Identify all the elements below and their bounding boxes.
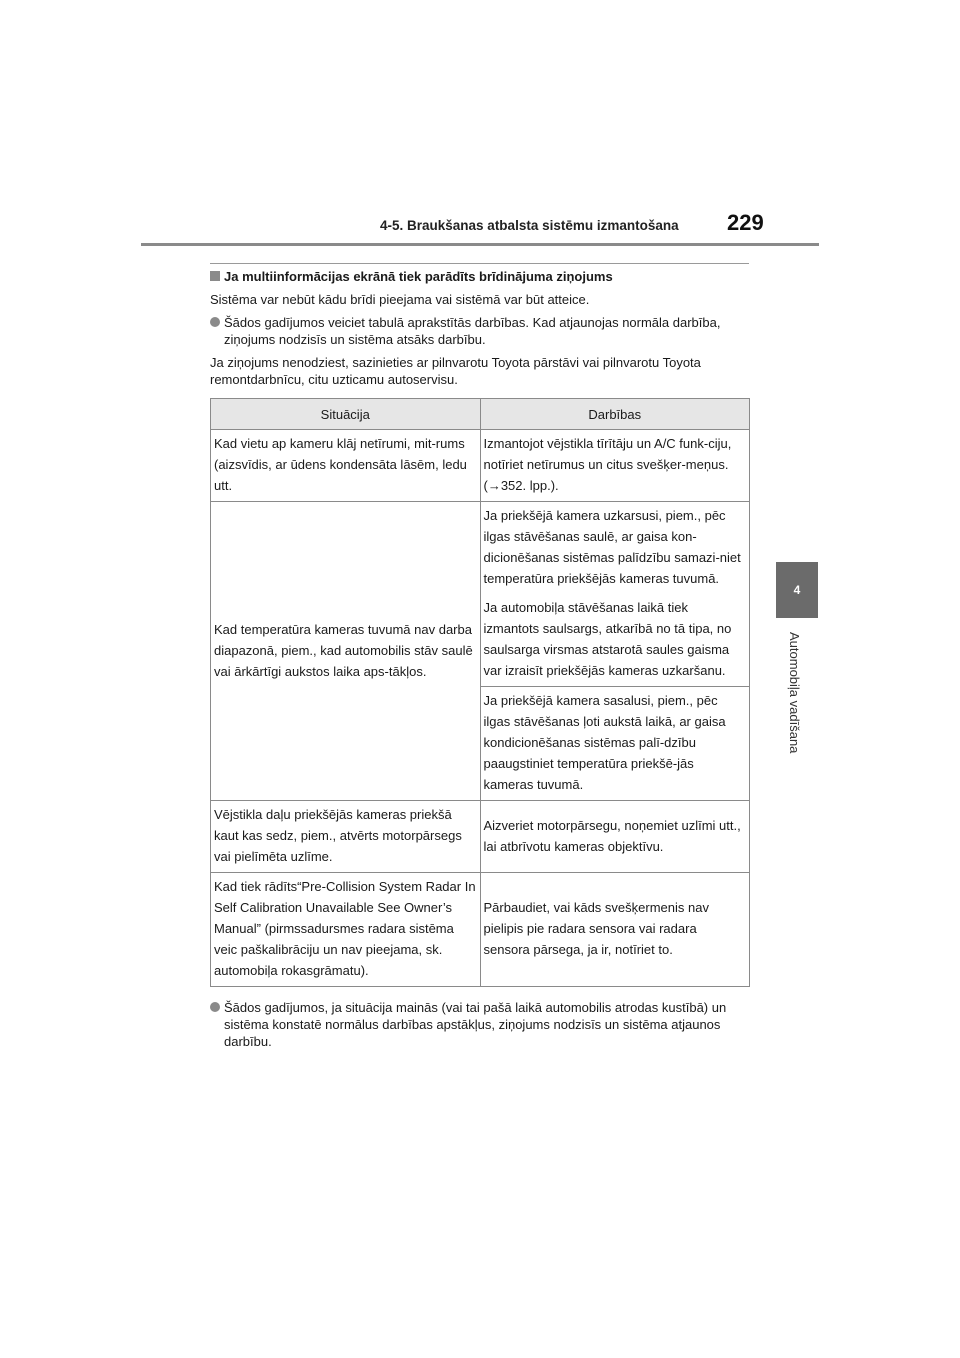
bullet-text: Šādos gadījumos, ja situācija mainās (vai tai pašā laikā automobilis atrodas kustībā) un sistēma konstatē normālus darbības apstākļus, ziņojums nodzisīs un sistēma atjaunos darbību.: [224, 1000, 727, 1049]
table-header-row: [211, 399, 750, 430]
paragraph-text: Ja ziņojums nenodziest, sazinieties ar pilnvarotu Toyota pārstāvi vai pilnvarotu Toyota remontdarbnīcu, citu uzticamu autoservisu.: [210, 355, 701, 387]
action-text: Ja priekšējā kamera uzkarsusi, piem., pēc ilgas stāvēšanas saulē, ar gaisa kon-dicionēšanas sistēmas palīdzību samazi-niet temperatūra priekšējās kameras tuvumā.: [483, 508, 741, 586]
table-row: [211, 801, 750, 873]
section-title: 4-5. Braukšanas atbalsta sistēmu izmantošana: [380, 218, 679, 233]
table-row: [211, 873, 750, 987]
situation-cell: Vējstikla daļu priekšējās kameras priekšā kaut kas sedz, piem., atvērts motorpārsegs vai pielīmēta uzlīme.: [211, 801, 481, 873]
action-cell: Izmantojot vējstikla tīrītāju un A/C funk-ciju, notīriet netīrumus un citus svešķer-meņus. (→352. lpp.).: [480, 430, 750, 502]
action-cell: Ja priekšējā kamera sasalusi, piem., pēc ilgas stāvēšanas ļoti aukstā laikā, ar gaisa kondicionēšanas sistēmas palī-dzību paaugstiniet temperatūra priekšē-jās kameras tuvumā.: [480, 687, 750, 801]
action-cell: Pārbaudiet, vai kāds svešķermenis nav pielipis pie radara sensora vai radara sensora pārsega, ja ir, notīriet to.: [480, 873, 750, 987]
circle-bullet-icon: [210, 1002, 220, 1012]
section-heading: [210, 268, 750, 285]
column-header-actions: Darbības: [480, 399, 750, 430]
bullet-text: Šādos gadījumos veiciet tabulā aprakstītās darbības. Kad atjaunojas normāla darbība, ziņojums nodzisīs un sistēma atsāks darbību.: [224, 315, 721, 347]
intro-text: Sistēma var nebūt kādu brīdi pieejama vai sistēmā var būt atteice.: [210, 292, 590, 307]
chapter-label: Automobiļa vadīšana: [787, 632, 802, 754]
heading-text: Ja multiinformācijas ekrānā tiek parādīts brīdinājuma ziņojums: [224, 269, 613, 284]
circle-bullet-icon: [210, 317, 220, 327]
chapter-tab: 4: [776, 562, 818, 618]
situation-cell: Kad temperatūra kameras tuvumā nav darba diapazonā, piem., kad automobilis stāv saulē vai ārkārtīgi aukstos laika aps-tākļos.: [211, 502, 481, 801]
content-divider: [210, 263, 749, 264]
action-cell: Aizveriet motorpārsegu, noņemiet uzlīmi utt., lai atbrīvotu kameras objektīvu.: [480, 801, 750, 873]
table-row: [211, 430, 750, 502]
header-divider: [141, 243, 819, 246]
table-row: [211, 502, 750, 687]
main-content: [210, 268, 750, 1056]
square-bullet-icon: [210, 271, 220, 281]
situation-cell: Kad tiek rādīts“Pre-Collision System Radar In Self Calibration Unavailable See Owner’s Manual” (pirmssadursmes radara sistēma veic paškalibrāciju un nav pieejama, sk. automobiļa rokasgrāmatu).: [211, 873, 481, 987]
bullet-item: [210, 314, 750, 348]
bullet-item: [210, 999, 750, 1050]
situation-table: [210, 398, 750, 987]
column-header-situation: Situācija: [211, 399, 481, 430]
action-text: Ja automobiļa stāvēšanas laikā tiek izmantots saulsargs, atkarībā no tā tipa, no saulsarga virsmas atstarotā saules gaisma var izraisīt priekšējās kameras uzkaršanu.: [483, 600, 732, 678]
situation-cell: Kad vietu ap kameru klāj netīrumi, mit-rums (aizsvīdis, ar ūdens kondensāta lāsēm, ledu utt.: [211, 430, 481, 502]
page-number: 229: [727, 210, 764, 235]
action-cell: [480, 502, 750, 687]
